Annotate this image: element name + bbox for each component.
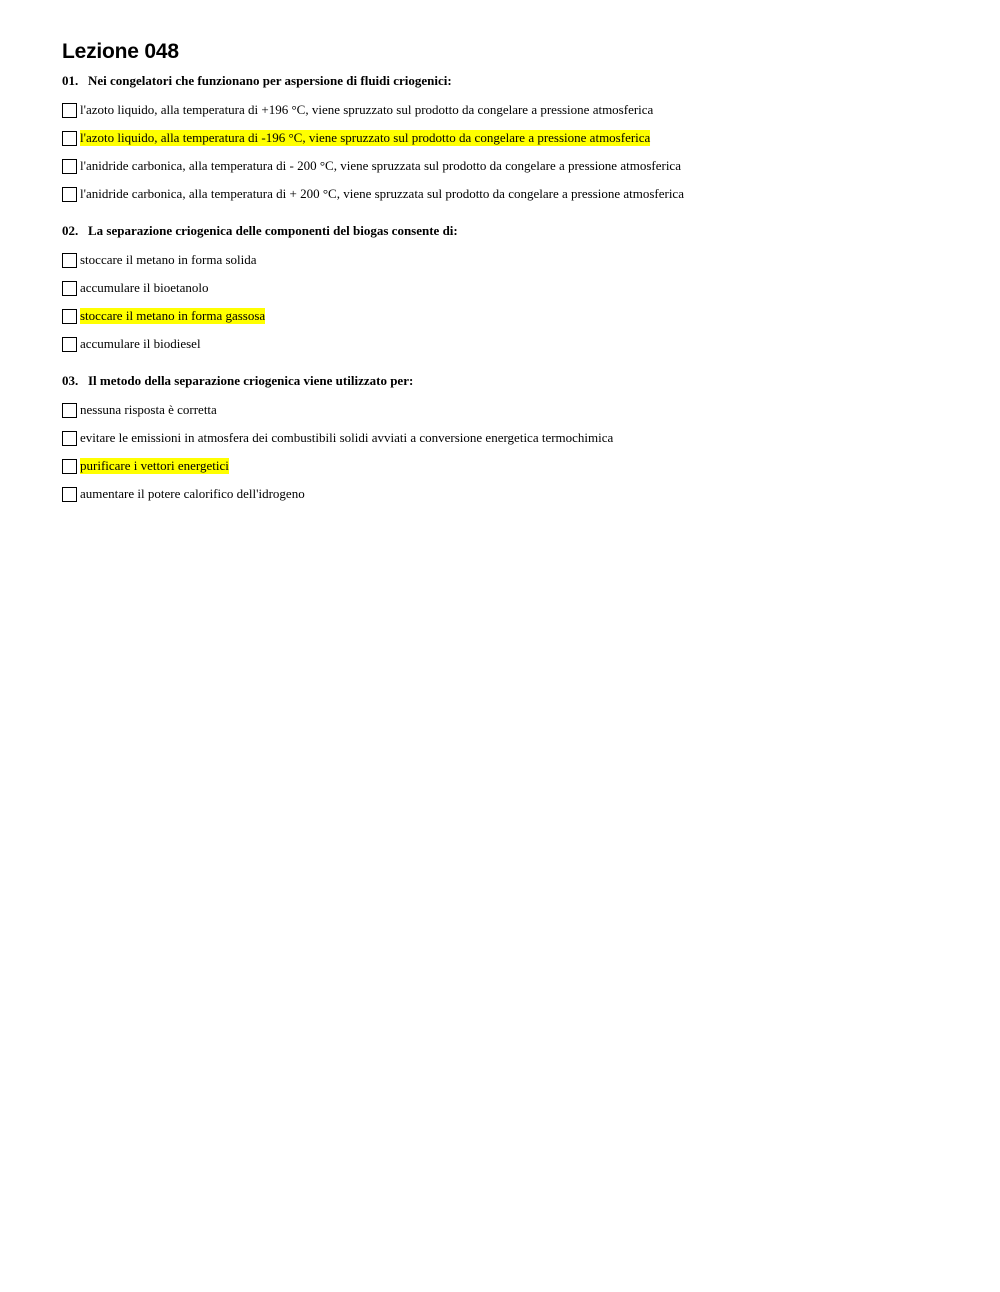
question-text: Nei congelatori che funzionano per aspersione di fluidi criogenici: xyxy=(88,73,452,88)
answer-option[interactable] xyxy=(62,246,962,274)
answer-checkbox[interactable] xyxy=(62,187,77,202)
answer-text: accumulare il biodiesel xyxy=(80,336,201,351)
answer-text-highlighted: stoccare il metano in forma gassosa xyxy=(80,308,266,323)
question-number: 02. xyxy=(62,223,79,238)
answer-text: nessuna risposta è corretta xyxy=(80,402,217,417)
answer-checkbox[interactable] xyxy=(62,403,77,418)
answer-checkbox[interactable] xyxy=(62,459,77,474)
answer-option[interactable] xyxy=(62,124,962,152)
answer-text: l'anidride carbonica, alla temperatura di + 200 °C, viene spruzzata sul prodotto da congelare a pressione atmosferica xyxy=(80,186,684,201)
answer-list xyxy=(62,396,962,508)
question-text: Il metodo della separazione criogenica viene utilizzato per: xyxy=(88,373,414,388)
answer-option[interactable] xyxy=(62,302,962,330)
answer-checkbox[interactable] xyxy=(62,281,77,296)
answer-option[interactable] xyxy=(62,424,962,452)
question-heading xyxy=(62,222,962,240)
question-text: La separazione criogenica delle componenti del biogas consente di: xyxy=(88,223,458,238)
answer-text: aumentare il potere calorifico dell'idrogeno xyxy=(80,486,305,501)
answer-text: evitare le emissioni in atmosfera dei combustibili solidi avviati a conversione energetica termochimica xyxy=(80,430,614,445)
answer-option[interactable] xyxy=(62,274,962,302)
answer-checkbox[interactable] xyxy=(62,253,77,268)
answer-option[interactable] xyxy=(62,396,962,424)
answer-checkbox[interactable] xyxy=(62,103,77,118)
answer-text: l'azoto liquido, alla temperatura di +196 °C, viene spruzzato sul prodotto da congelare a pressione atmosferica xyxy=(80,102,654,117)
answer-option[interactable] xyxy=(62,180,962,208)
answer-checkbox[interactable] xyxy=(62,309,77,324)
page-title: Lezione 048 xyxy=(62,40,179,63)
answer-text: stoccare il metano in forma solida xyxy=(80,252,257,267)
answer-text: accumulare il bioetanolo xyxy=(80,280,209,295)
question-heading xyxy=(62,372,962,390)
answer-text: l'anidride carbonica, alla temperatura di - 200 °C, viene spruzzata sul prodotto da congelare a pressione atmosferica xyxy=(80,158,681,173)
question-02 xyxy=(62,222,962,358)
answer-option[interactable] xyxy=(62,480,962,508)
question-heading xyxy=(62,72,962,90)
question-01 xyxy=(62,72,962,208)
answer-list xyxy=(62,246,962,358)
question-number: 01. xyxy=(62,73,79,88)
answer-option[interactable] xyxy=(62,152,962,180)
answer-checkbox[interactable] xyxy=(62,159,77,174)
answer-text-highlighted: purificare i vettori energetici xyxy=(80,458,229,473)
document-page xyxy=(62,38,962,508)
answer-checkbox[interactable] xyxy=(62,487,77,502)
answer-option[interactable] xyxy=(62,96,962,124)
answer-option[interactable] xyxy=(62,330,962,358)
answer-checkbox[interactable] xyxy=(62,337,77,352)
answer-list xyxy=(62,96,962,208)
answer-text-highlighted: l'azoto liquido, alla temperatura di -196 °C, viene spruzzato sul prodotto da congelare a pressione atmosferica xyxy=(80,130,651,145)
answer-option[interactable] xyxy=(62,452,962,480)
answer-checkbox[interactable] xyxy=(62,131,77,146)
answer-checkbox[interactable] xyxy=(62,431,77,446)
question-number: 03. xyxy=(62,373,79,388)
question-03 xyxy=(62,372,962,508)
